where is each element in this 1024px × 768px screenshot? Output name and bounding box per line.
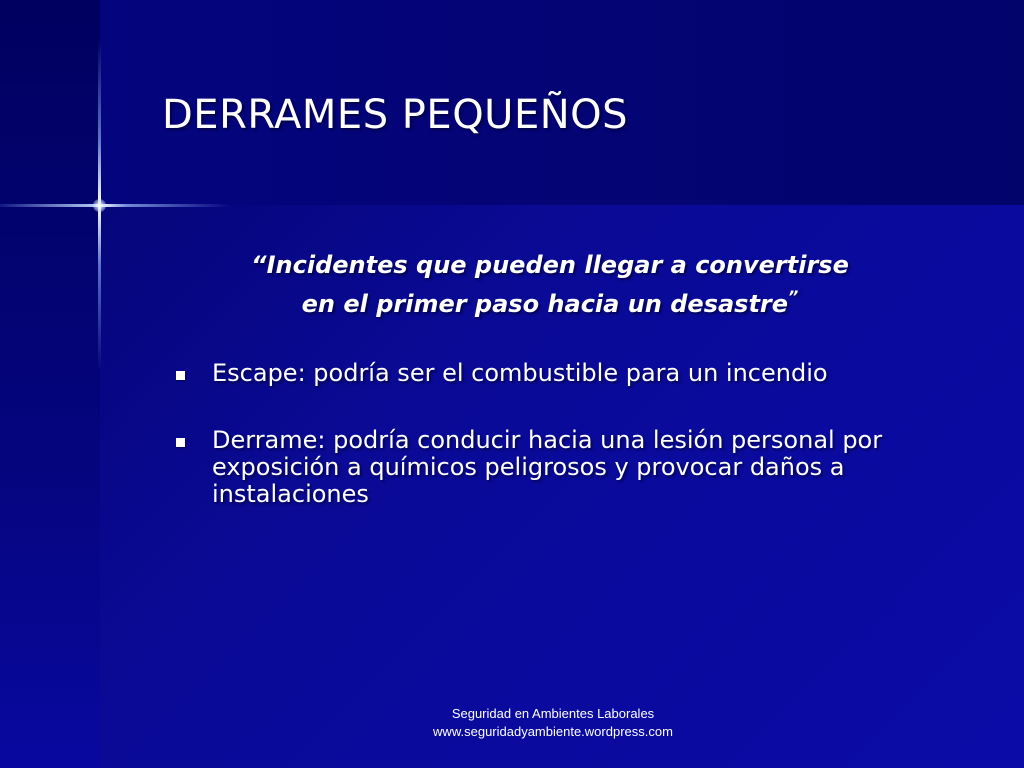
quote-line-2 [170,281,930,320]
left-band-decoration [0,0,100,768]
star-sparkle-icon [93,199,106,212]
bullet-text: Derrame: podría conducir hacia una lesión personal por exposición a químicos peligrosos y provocar daños a instalaciones [212,426,883,508]
footer-line-1: Seguridad en Ambientes Laborales [451,706,655,721]
sparkle-horizontal-ray [0,204,230,207]
quote-text-1: Incidentes que pueden llegar a convertirse [266,251,849,279]
quote-text-2: en el primer paso hacia un desastre [301,290,789,318]
bullet-list [172,360,912,548]
list-item [172,360,912,387]
quote-open-mark: “ [251,251,267,279]
list-item [172,427,912,508]
square-bullet-icon [176,371,185,380]
quote-close-mark: ” [788,287,799,306]
footer-website: www.seguridadyambiente.wordpress.com [433,724,673,739]
quote-block [170,250,930,320]
square-bullet-icon [176,438,185,447]
quote-line-1 [170,250,930,281]
slide-title: DERRAMES PEQUEÑOS [162,92,629,138]
footer [353,705,753,741]
bullet-text: Escape: podría ser el combustible para un incendio [212,359,828,387]
